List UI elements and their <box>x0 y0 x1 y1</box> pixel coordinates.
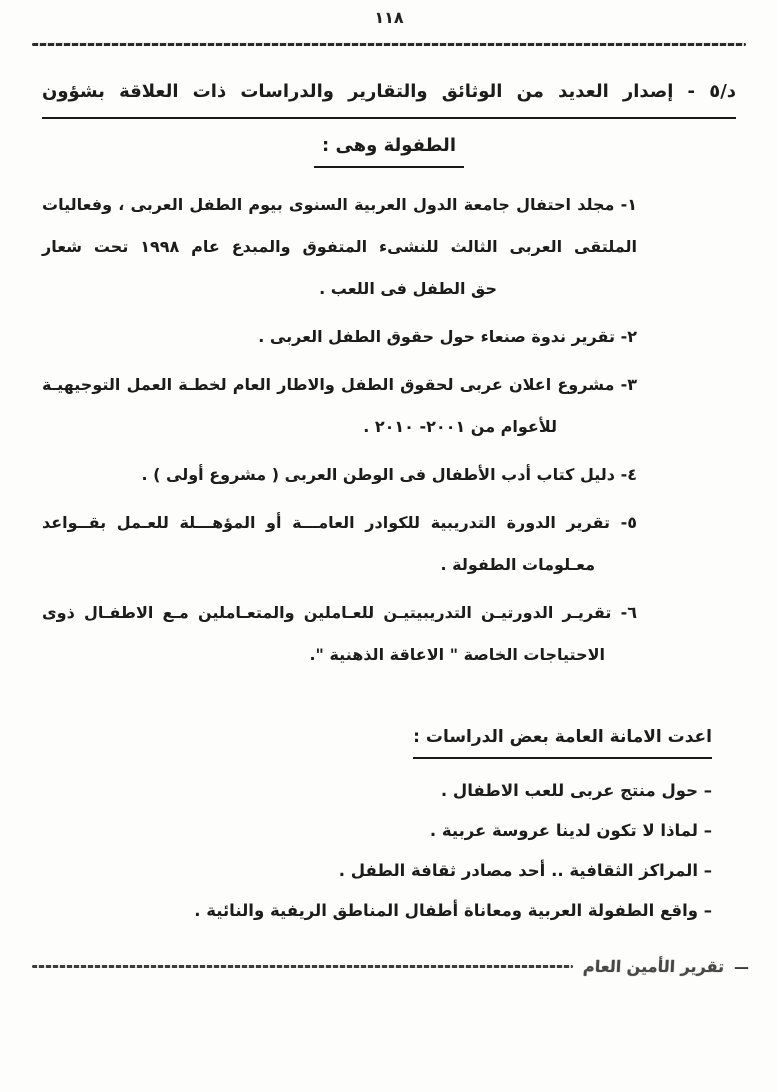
item-text-line: حق الطفل فى اللعب . <box>319 279 497 298</box>
top-divider <box>32 43 746 46</box>
numbered-item-6 <box>42 592 637 676</box>
study-item-3: – المراكز الثقافية .. أحد مصادر ثقافة الطفل . <box>338 861 712 880</box>
item-text-line: ١- مجلد احتفال جامعة الدول العربية السنوى بيوم الطفل العربى ، وفعاليات <box>42 195 637 214</box>
numbered-item-1 <box>42 184 637 310</box>
item-text-line: للأعوام من ٢٠٠١- ٢٠١٠ . <box>363 417 557 436</box>
page-footer <box>32 957 748 976</box>
study-item-4: – واقع الطفولة العربية ومعاناة أطفال المناطق الريفية والنائية . <box>194 901 712 920</box>
doc-heading-line-2-wrap <box>42 131 736 168</box>
item-text-line: الملتقى العربى الثالث للنشىء المتفوق والمبدع عام ١٩٩٨ تحت شعار <box>42 237 637 256</box>
numbered-items-list <box>42 184 637 676</box>
item-text-line: معـلومات الطفولة . <box>440 555 595 574</box>
page-number: ١١٨ <box>374 8 404 27</box>
item-text-line: ٤- دليل كتاب أدب الأطفال فى الوطن العربى ( مشروع أولى ) . <box>141 465 637 484</box>
doc-heading <box>42 76 736 168</box>
doc-heading-line-1: د/٥ - إصدار العديد من الوثائق والتقارير والدراسات ذات العلاقة بشؤون <box>42 76 736 119</box>
studies-heading-wrap <box>42 722 712 759</box>
numbered-item-2 <box>42 316 637 358</box>
study-item-1: – حول منتج عربى للعب الاطفال . <box>440 781 712 800</box>
item-text-line: ٦- تقريـر الدورتيـن التدريبيتيـن للعـاملين والمتعـاملين مـع الاطفـال ذوى <box>42 603 637 622</box>
item-text-line: ٢- تقرير ندوة صنعاء حول حقوق الطفل العربى . <box>258 327 637 346</box>
studies-section <box>42 722 712 931</box>
studies-list <box>42 771 712 931</box>
footer-divider <box>32 965 573 968</box>
item-text-line: ٥- تقرير الدورة التدريبية للكوادر العامـــة أو المؤهـــلة للعـمل بقــواعد <box>42 513 637 532</box>
item-text-line: الاحتياجات الخاصة " الاعاقة الذهنية ". <box>309 645 605 664</box>
study-item-2: – لماذا لا تكون لدينا عروسة عربية . <box>429 821 712 840</box>
footer-dash: — <box>734 957 748 976</box>
studies-heading: اعدت الامانة العامة بعض الدراسات : <box>413 722 712 759</box>
item-text-line: ٣- مشروع اعلان عربى لحقوق الطفل والاطار العام لخطـة العمل التوجيهيـة <box>42 375 637 394</box>
doc-heading-line-2: الطفولة وهى : <box>314 131 464 168</box>
footer-title: تقرير الأمين العام <box>582 957 725 976</box>
numbered-item-4 <box>42 454 637 496</box>
numbered-item-3 <box>42 364 637 448</box>
numbered-item-5 <box>42 502 637 586</box>
